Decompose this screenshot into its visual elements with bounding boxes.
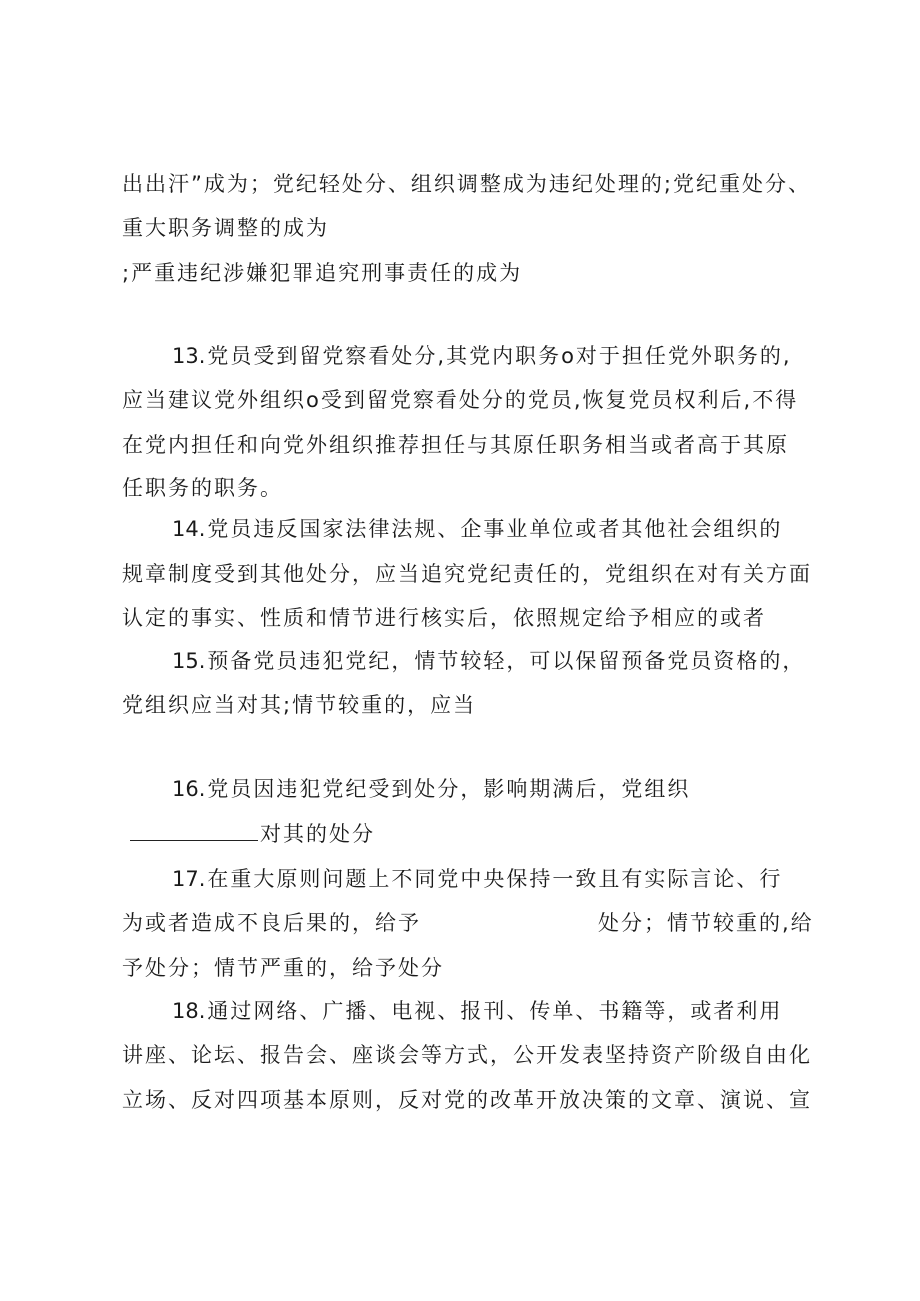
question-16-line xyxy=(172,775,690,803)
text-line: 重大职务调整的成为 xyxy=(122,216,329,240)
question-text: .党员因违犯党纪受到处分，影响期满后，党组织 xyxy=(198,777,691,801)
answer-blank xyxy=(130,839,258,841)
text-line: 出出汗”成为；党纪轻处分、组织调整成为违纪处理的;党纪重处分、 xyxy=(122,172,811,196)
question-15-line xyxy=(172,647,805,675)
question-number: 15 xyxy=(172,649,199,673)
question-text: .党员受到留党察看处分,其党内职务o对于担任党外职务的, xyxy=(198,344,792,368)
question-18-line xyxy=(172,997,782,1025)
fill-line xyxy=(130,820,375,848)
question-14-line xyxy=(172,515,782,543)
text-line: 处分；情节较重的,给 xyxy=(598,911,814,935)
text-line: 为或者造成不良后果的，给予 xyxy=(122,911,421,935)
question-text: .预备党员违犯党纪，情节较轻，可以保留预备党员资格的， xyxy=(198,649,806,673)
question-number: 13 xyxy=(172,344,199,368)
text-line: 认定的事实、性质和情节进行核实后，依照规定给予相应的或者 xyxy=(122,606,766,630)
text-line: 应当建议党外组织o受到留党察看处分的党员,恢复党员权利后,不得 xyxy=(122,388,799,412)
question-13-line xyxy=(172,342,792,370)
text-line: 党组织应当对其;情节较重的，应当 xyxy=(122,693,477,717)
question-number: 18 xyxy=(172,999,199,1023)
text-line: 予处分；情节严重的，给予处分 xyxy=(122,956,444,980)
text-line: 规章制度受到其他处分，应当追究党纪责任的，党组织在对有关方面 xyxy=(122,562,812,586)
text-line: 任职务的职务。 xyxy=(122,476,283,500)
question-text: .通过网络、广播、电视、报刊、传单、书籍等，或者利用 xyxy=(198,999,783,1023)
question-number: 16 xyxy=(172,777,199,801)
text-line: 立场、反对四项基本原则，反对党的改革开放决策的文章、演说、宣 xyxy=(122,1088,812,1112)
question-text: 对其的处分 xyxy=(260,822,375,846)
question-17-line xyxy=(172,865,782,893)
question-number: 14 xyxy=(172,517,199,541)
text-line: 讲座、论坛、报告会、座谈会等方式，公开发表坚持资产阶级自由化 xyxy=(122,1043,812,1067)
question-text: .在重大原则问题上不同党中央保持一致且有实际言论、行 xyxy=(198,867,783,891)
text-line: ;严重违纪涉嫌犯罪追究刑事责任的成为 xyxy=(122,261,523,285)
text-line: 在党内担任和向党外组织推荐担任与其原任职务相当或者高于其原 xyxy=(122,433,789,457)
question-text: .党员违反国家法律法规、企事业单位或者其他社会组织的 xyxy=(198,517,783,541)
question-number: 17 xyxy=(172,867,199,891)
